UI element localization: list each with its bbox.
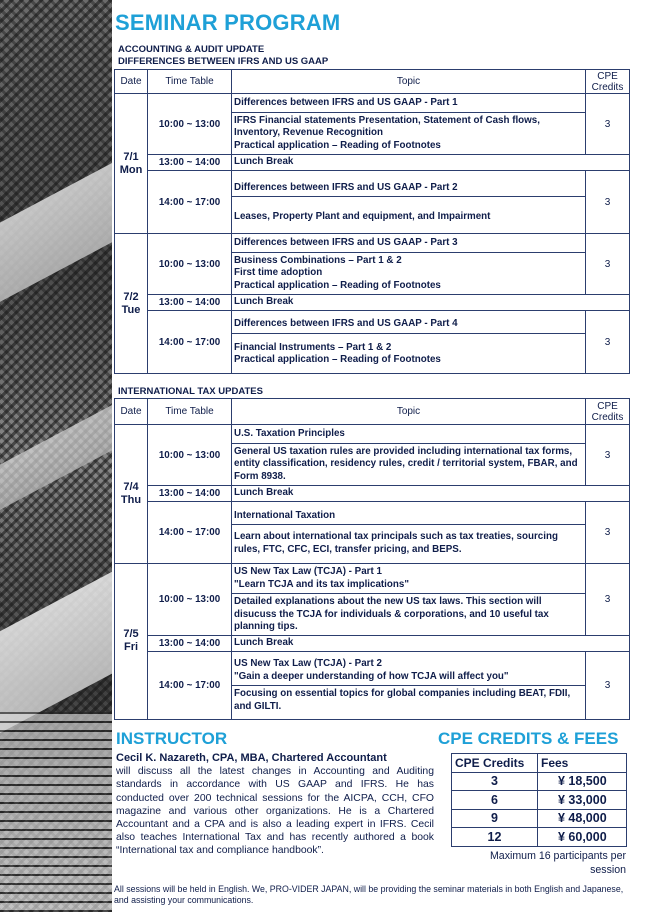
schedule-table-accounting	[114, 69, 630, 374]
day-label: Mon	[119, 163, 143, 176]
topic-body: Financial Instruments – Part 1 & 2 Practical application – Reading of Footnotes	[234, 341, 441, 366]
instructor-name: Cecil K. Nazareth, CPA, MBA, Chartered Accountant	[116, 752, 387, 764]
lunch-break: Lunch Break	[232, 486, 630, 502]
time-cell: 13:00 ~ 14:00	[148, 486, 232, 502]
time-cell: 14:00 ~ 17:00	[148, 651, 232, 719]
lunch-break: Lunch Break	[232, 155, 630, 171]
table-row	[115, 651, 630, 719]
topic-body: IFRS Financial statements Presentation, Statement of Cash flows, Inventory, Revenue Recognition Practical application – Reading of Footnotes	[234, 114, 540, 151]
section1-subtitle-1: ACCOUNTING & AUDIT UPDATE	[118, 44, 265, 55]
table-row	[115, 155, 630, 171]
credits-cell: 12	[452, 828, 538, 847]
cpe-cell: 3	[586, 234, 630, 295]
instructor-bio-block	[116, 752, 434, 858]
instructor-heading: INSTRUCTOR	[116, 729, 228, 748]
topic-cell	[232, 234, 586, 295]
lunch-break: Lunch Break	[232, 295, 630, 311]
topic-cell	[232, 171, 586, 234]
table-row	[115, 564, 630, 636]
fee-cell: ¥ 18,500	[538, 772, 627, 791]
table-row	[115, 94, 630, 155]
topic-cell	[232, 94, 586, 155]
date-label: 7/1	[123, 150, 139, 163]
time-cell: 13:00 ~ 14:00	[148, 155, 232, 171]
lunch-break: Lunch Break	[232, 635, 630, 651]
date-label: 7/5	[123, 628, 139, 641]
date-cell	[115, 234, 148, 374]
topic-body: Business Combinations – Part 1 & 2 First time adoption Practical application – Reading of Footnotes	[234, 254, 441, 291]
table-row	[115, 234, 630, 295]
footer-note: All sessions will be held in English. We, PRO-VIDER JAPAN, will be providing the seminar materials in both English and Japanese, and assisting your communications.	[114, 884, 624, 905]
credits-cell: 6	[452, 791, 538, 810]
section1-subtitle-2: DIFFERENCES BETWEEN IFRS AND US GAAP	[118, 56, 329, 67]
time-cell: 10:00 ~ 13:00	[148, 425, 232, 486]
cpe-cell: 3	[586, 311, 630, 374]
header-cpe: CPE Credits	[586, 399, 630, 425]
cpe-cell: 3	[586, 171, 630, 234]
time-cell: 13:00 ~ 14:00	[148, 295, 232, 311]
header-time: Time Table	[148, 399, 232, 425]
table-row	[115, 502, 630, 564]
table-row	[115, 635, 630, 651]
header-topic: Topic	[232, 70, 586, 94]
topic-cell	[232, 564, 586, 636]
day-label: Thu	[120, 494, 142, 506]
credits-cell: 3	[452, 772, 538, 791]
topic-heading: Differences between IFRS and US GAAP - Part 1	[232, 96, 585, 113]
date-cell	[115, 94, 148, 234]
cpe-cell: 3	[586, 564, 630, 636]
time-cell: 10:00 ~ 13:00	[148, 94, 232, 155]
fees-col-fees: Fees	[538, 754, 627, 773]
fees-note: Maximum 16 participants per session	[489, 850, 626, 876]
date-label: 7/4	[123, 481, 139, 493]
table-row	[452, 809, 627, 828]
credits-cell: 9	[452, 809, 538, 828]
topic-heading: Differences between IFRS and US GAAP - Part 3	[232, 236, 585, 253]
schedule-table-tax	[114, 398, 630, 720]
time-cell: 10:00 ~ 13:00	[148, 234, 232, 295]
topic-body: Detailed explanations about the new US tax laws. This section will disucuss the TCJA for individuals & corporations, and 10 useful tax planning tips.	[234, 596, 549, 632]
header-time: Time Table	[148, 70, 232, 94]
topic-heading: International Taxation	[232, 509, 585, 526]
date-cell	[115, 425, 148, 564]
cpe-cell: 3	[586, 425, 630, 486]
date-cell	[115, 564, 148, 720]
header-date: Date	[115, 70, 148, 94]
table-row	[452, 828, 627, 847]
fees-heading: CPE CREDITS & FEES	[438, 729, 619, 748]
table-row	[115, 425, 630, 486]
table-row	[115, 295, 630, 311]
page-title: SEMINAR PROGRAM	[115, 10, 341, 35]
time-cell: 14:00 ~ 17:00	[148, 171, 232, 234]
section2-subtitle: INTERNATIONAL TAX UPDATES	[118, 386, 263, 397]
fees-table	[451, 753, 627, 847]
table-row	[115, 486, 630, 502]
date-label: 7/2	[123, 290, 139, 303]
time-cell: 10:00 ~ 13:00	[148, 564, 232, 636]
instructor-bio: will discuss all the latest changes in Accounting and Auditing standards in accordance with US GAAP and IFRS. He has conducted over 200 technical sessions for the AICPA, CCH, CFO magazine and various other organizations. He is a Chartered Accountant and a CPA and is also a leading expert in IFRS. Cecil also teaches International Tax and has recently authored a book “International tax and compliance handbook”.	[116, 766, 434, 857]
topic-cell	[232, 425, 586, 486]
table-row	[452, 791, 627, 810]
topic-heading: US New Tax Law (TCJA) - Part 2 "Gain a deeper understanding of how TCJA will affect you"	[232, 657, 585, 686]
day-label: Tue	[121, 303, 141, 316]
topic-heading: U.S. Taxation Principles	[232, 427, 585, 444]
fee-cell: ¥ 48,000	[538, 809, 627, 828]
header-topic: Topic	[232, 399, 586, 425]
topic-heading: Differences between IFRS and US GAAP - Part 4	[232, 317, 585, 334]
topic-heading: US New Tax Law (TCJA) - Part 1 "Learn TCJA and its tax implications"	[232, 565, 585, 594]
table-row	[115, 311, 630, 374]
topic-cell	[232, 651, 586, 719]
header-cpe: CPE Credits	[586, 70, 630, 94]
fee-cell: ¥ 33,000	[538, 791, 627, 810]
time-cell: 14:00 ~ 17:00	[148, 311, 232, 374]
fee-cell: ¥ 60,000	[538, 828, 627, 847]
topic-body: Learn about international tax principals such as tax treaties, sourcing rules, FTC, CFC, ECI, transfer pricing, and BEPS.	[234, 531, 558, 555]
cpe-cell: 3	[586, 502, 630, 564]
time-cell: 14:00 ~ 17:00	[148, 502, 232, 564]
topic-cell	[232, 502, 586, 564]
fees-col-credits: CPE Credits	[452, 754, 538, 773]
day-label: Fri	[123, 641, 139, 654]
topic-body: Focusing on essential topics for global companies including BEAT, FDII, and GILTI.	[234, 688, 571, 712]
time-cell: 13:00 ~ 14:00	[148, 635, 232, 651]
header-date: Date	[115, 399, 148, 425]
cpe-cell: 3	[586, 651, 630, 719]
topic-cell	[232, 311, 586, 374]
building-photo	[0, 0, 112, 912]
topic-body: General US taxation rules are provided including international tax forms, entity classification, residency rules, credit / territorial system, FBAR, and Form 8938.	[234, 445, 578, 482]
topic-heading: Differences between IFRS and US GAAP - Part 2	[232, 181, 585, 198]
topic-body: Leases, Property Plant and equipment, and Impairment	[234, 211, 491, 222]
table-row	[452, 772, 627, 791]
table-row	[115, 171, 630, 234]
cpe-cell: 3	[586, 94, 630, 155]
